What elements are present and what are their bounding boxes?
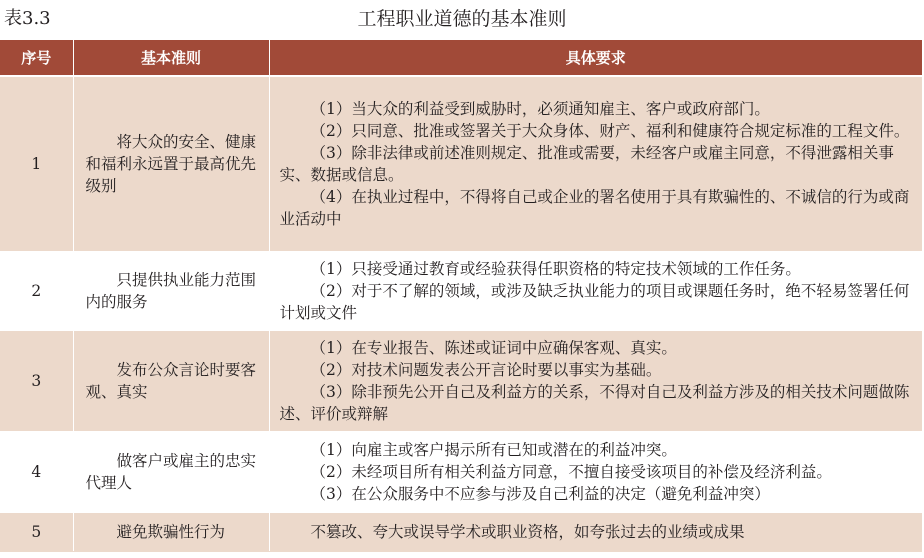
- table-header-row: [0, 40, 922, 76]
- ethics-principles-table: [0, 40, 922, 552]
- principle-text: 发布公众言论时要客观、真实: [85, 361, 257, 401]
- requirement-item: （2）未经项目所有相关利益方同意，不擅自接受该项目的补偿及经济利益。: [310, 463, 832, 481]
- header-principle: 基本准则: [73, 40, 269, 76]
- requirement-item: （1）在专业报告、陈述或证词中应确保客观、真实。: [310, 339, 677, 357]
- row-number: 5: [0, 512, 73, 552]
- table-row: [0, 432, 922, 512]
- row-principle: [73, 512, 269, 552]
- table-row: [0, 512, 922, 552]
- table-row: [0, 330, 922, 432]
- table-row: [0, 76, 922, 252]
- row-requirements: [269, 76, 922, 252]
- requirement-item: （2）对技术问题发表公开言论时要以事实为基础。: [310, 361, 662, 379]
- requirement-item: （3）除非预先公开自己及利益方的关系，不得对自己及利益方涉及的相关技术问题做陈述、评价或辩解: [279, 383, 910, 423]
- row-requirements: [269, 432, 922, 512]
- header-number: 序号: [0, 40, 73, 76]
- principle-text: 将大众的安全、健康和福利永远置于最高优先级别: [85, 133, 257, 195]
- row-principle: [73, 432, 269, 512]
- requirement-item: （4）在执业过程中，不得将自己或企业的署名使用于具有欺骗性的、不诚信的行为或商业活动中: [279, 188, 910, 228]
- row-number: 1: [0, 76, 73, 252]
- principle-text: 避免欺骗性行为: [116, 523, 226, 541]
- row-number: 3: [0, 330, 73, 432]
- row-number: 2: [0, 252, 73, 330]
- row-principle: [73, 330, 269, 432]
- requirement-item: （1）只接受通过教育或经验获得任职资格的特定技术领域的工作任务。: [310, 260, 801, 278]
- requirement-item: 不篡改、夸大或误导学术或职业资格，如夸张过去的业绩或成果: [310, 523, 745, 541]
- row-principle: [73, 76, 269, 252]
- principle-text: 只提供执业能力范围内的服务: [85, 271, 257, 311]
- requirement-item: （2）对于不了解的领域，或涉及缺乏执业能力的项目或课题任务时，绝不轻易签署任何计划或文件: [279, 282, 910, 322]
- header-requirements: 具体要求: [269, 40, 922, 76]
- requirement-item: （1）当大众的利益受到威胁时，必须通知雇主、客户或政府部门。: [310, 100, 770, 118]
- table-number: 表3.3: [4, 8, 51, 29]
- row-requirements: [269, 512, 922, 552]
- row-requirements: [269, 252, 922, 330]
- table-row: [0, 252, 922, 330]
- principle-text: 做客户或雇主的忠实代理人: [85, 452, 257, 492]
- row-number: 4: [0, 432, 73, 512]
- requirement-item: （2）只同意、批准或签署关于大众身体、财产、福利和健康符合规定标准的工程文件。: [310, 122, 910, 140]
- requirement-item: （3）除非法律或前述准则规定、批准或需要，未经客户或雇主同意，不得泄露相关事实、数据或信息。: [279, 144, 894, 184]
- table-title: 工程职业道德的基本准则: [357, 8, 567, 30]
- requirement-item: （3）在公众服务中不应参与涉及自己利益的决定（避免利益冲突）: [310, 485, 770, 503]
- table-caption: [0, 0, 924, 40]
- row-principle: [73, 252, 269, 330]
- row-requirements: [269, 330, 922, 432]
- requirement-item: （1）向雇主或客户揭示所有已知或潜在的利益冲突。: [310, 441, 677, 459]
